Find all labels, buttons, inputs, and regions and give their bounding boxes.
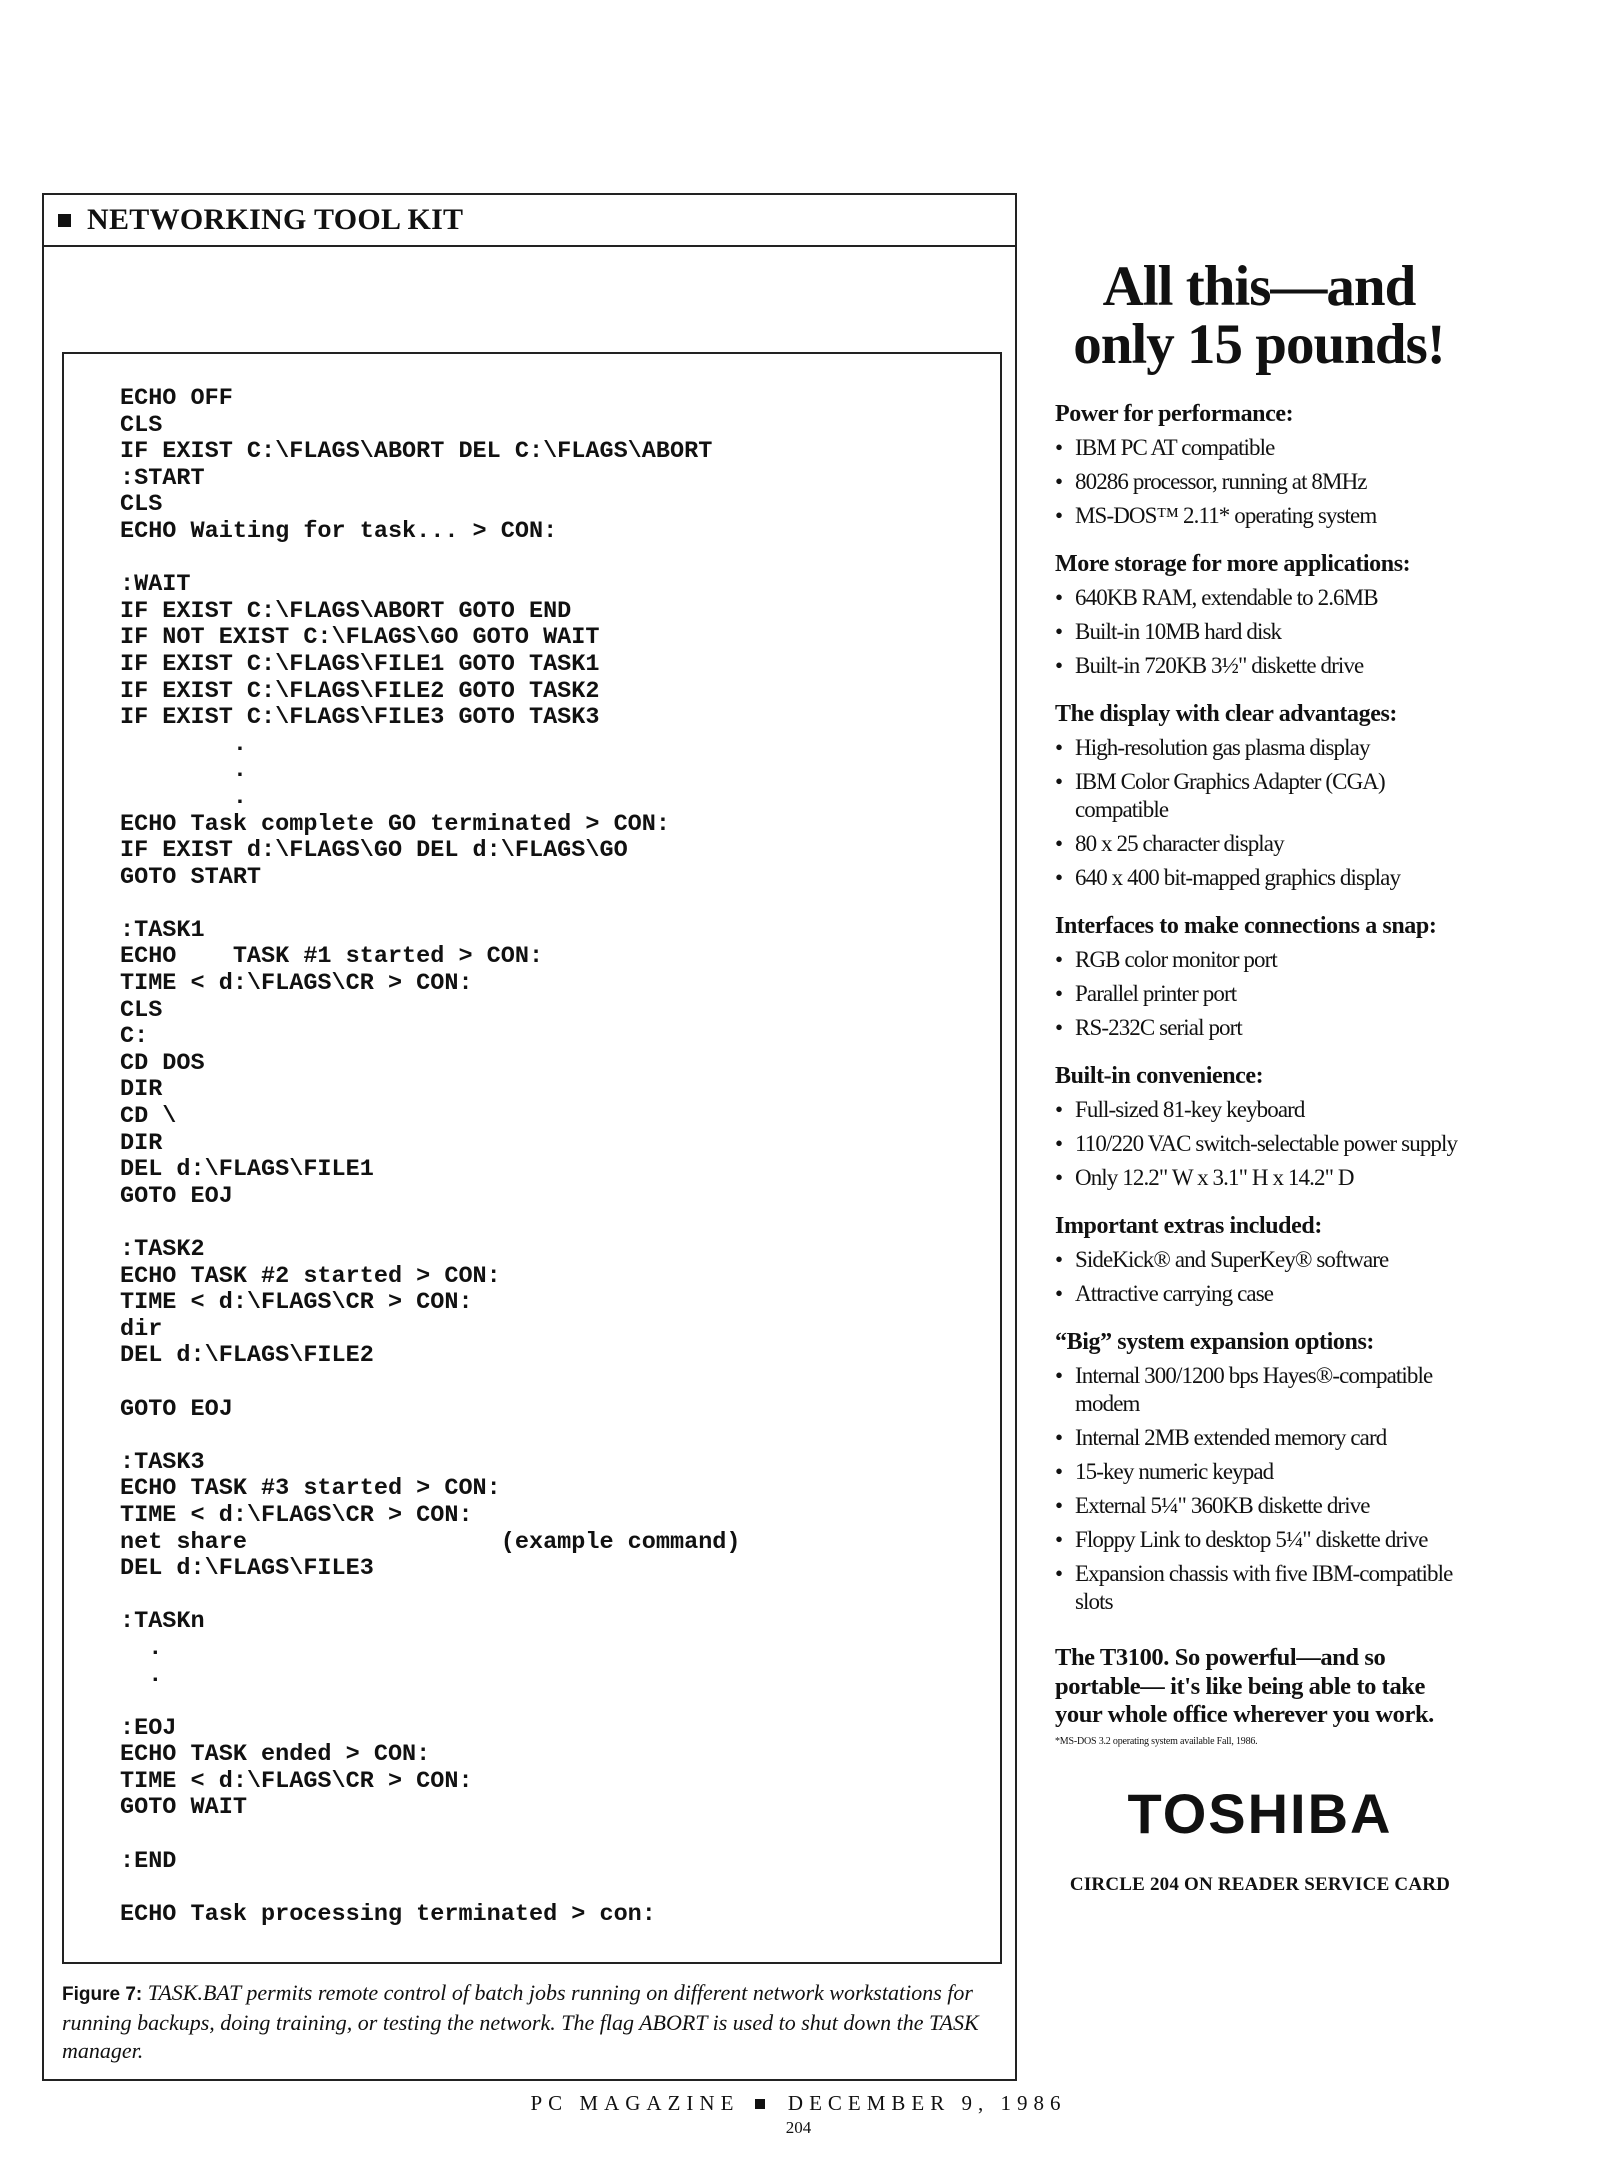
ad-feature-sections [1055, 400, 1475, 1616]
ad-section-title: Interfaces to make connections a snap: [1055, 913, 1437, 939]
ad-feature-item: • Expansion chassis with five IBM-compatible slots [1055, 1560, 1475, 1616]
square-bullet-icon [58, 214, 71, 227]
ad-feature-item: • Floppy Link to desktop 5¼" diskette drive [1055, 1526, 1475, 1554]
code-line: DIR [120, 1076, 163, 1104]
ad-feature-item: • 640 x 400 bit-mapped graphics display [1055, 864, 1475, 892]
code-line: TIME < d:\FLAGS\CR > CON: [120, 970, 473, 998]
ad-footnote: *MS-DOS 3.2 operating system available Fall, 1986. [1055, 1735, 1258, 1747]
code-line: ECHO TASK #2 started > CON: [120, 1262, 501, 1290]
ad-feature-list [1055, 1246, 1475, 1308]
code-line: ECHO Task complete GO terminated > CON: [120, 810, 670, 838]
code-line: ECHO Task processing terminated > con: [120, 1900, 656, 1928]
page-footer [0, 2091, 1597, 2138]
ad-feature-item: • IBM Color Graphics Adapter (CGA) compatible [1055, 768, 1475, 824]
code-line: IF EXIST C:\FLAGS\FILE1 GOTO TASK1 [120, 650, 600, 678]
code-line: DIR [120, 1129, 163, 1157]
ad-feature-item: • Built-in 720KB 3½" diskette drive [1055, 652, 1475, 680]
code-line: TIME < d:\FLAGS\CR > CON: [120, 1501, 473, 1529]
issue-date: DECEMBER 9, 1986 [787, 2091, 1067, 2115]
ad-headline [1043, 255, 1475, 376]
ad-feature-item: • 80286 processor, running at 8MHz [1055, 468, 1475, 496]
code-line: CD \ [120, 1103, 177, 1131]
code-line: IF EXIST d:\FLAGS\GO DEL d:\FLAGS\GO [120, 837, 628, 865]
code-line: TIME < d:\FLAGS\CR > CON: [120, 1289, 473, 1317]
code-line: IF EXIST C:\FLAGS\ABORT GOTO END [120, 597, 572, 625]
code-listing [120, 386, 741, 1928]
ad-feature-item: • External 5¼" 360KB diskette drive [1055, 1492, 1475, 1520]
ad-feature-item: • High-resolution gas plasma display [1055, 734, 1475, 762]
code-line: C: [120, 1023, 149, 1051]
ad-section-title: More storage for more applications: [1055, 551, 1411, 577]
code-line: GOTO EOJ [120, 1182, 233, 1210]
ad-feature-item: • 15-key numeric keypad [1055, 1458, 1475, 1486]
figure-caption-text: TASK.BAT permits remote control of batch jobs running on different network workstations for running backups, doing training, or testing the network. The flag ABORT is used to shut down the TASK manager. [62, 1980, 979, 2063]
figure-label: Figure 7: [62, 1984, 143, 2005]
code-line: :TASK1 [120, 916, 205, 944]
code-line: ECHO TASK #3 started > CON: [120, 1475, 501, 1503]
code-line: IF NOT EXIST C:\FLAGS\GO GOTO WAIT [120, 624, 600, 652]
code-line: DEL d:\FLAGS\FILE2 [120, 1342, 374, 1370]
ad-feature-item: • Built-in 10MB hard disk [1055, 618, 1475, 646]
ad-section [1055, 700, 1475, 892]
ad-section [1055, 400, 1475, 530]
section-title: NETWORKING TOOL KIT [87, 203, 464, 236]
code-line: CD DOS [120, 1049, 205, 1077]
ad-feature-item: • SideKick® and SuperKey® software [1055, 1246, 1475, 1274]
ad-feature-item: • Attractive carrying case [1055, 1280, 1475, 1308]
code-line: . [120, 1634, 163, 1662]
toshiba-advertisement [1055, 255, 1475, 1896]
ad-section [1055, 1212, 1475, 1308]
code-line: :WAIT [120, 571, 191, 599]
ad-section-title: Built-in convenience: [1055, 1063, 1264, 1089]
code-line: ECHO TASK #1 started > CON: [120, 943, 544, 971]
code-line: CLS [120, 491, 163, 519]
code-line: GOTO START [120, 863, 262, 891]
code-line: IF EXIST C:\FLAGS\ABORT DEL C:\FLAGS\ABORT [120, 438, 713, 466]
ad-feature-item: • Internal 2MB extended memory card [1055, 1424, 1475, 1452]
code-line: :START [120, 464, 205, 492]
ad-closing-statement: The T3100. So powerful—and so portable— it's like being able to take your whole office wherever you work. [1055, 1644, 1434, 1728]
code-line: DEL d:\FLAGS\FILE3 [120, 1555, 374, 1583]
code-line: TIME < d:\FLAGS\CR > CON: [120, 1767, 473, 1795]
code-line: dir [120, 1315, 163, 1343]
ad-section [1055, 550, 1475, 680]
code-line: :TASK2 [120, 1236, 205, 1263]
ad-section-title: Power for performance: [1055, 401, 1294, 427]
toshiba-logo: TOSHIBA [1127, 1781, 1393, 1845]
ad-section-title: Important extras included: [1055, 1213, 1322, 1239]
ad-feature-item: • MS-DOS™ 2.11* operating system [1055, 502, 1475, 530]
code-listing-box [62, 352, 1002, 1964]
square-separator-icon [755, 2099, 765, 2109]
code-line: :TASK3 [120, 1448, 205, 1476]
article-panel [42, 193, 1017, 2081]
code-line: . [120, 730, 247, 758]
code-line: . [120, 783, 247, 811]
code-line: DEL d:\FLAGS\FILE1 [120, 1156, 374, 1184]
code-line: :EOJ [120, 1714, 177, 1742]
page-number: 204 [785, 2118, 812, 2137]
ad-feature-list [1055, 734, 1475, 892]
code-line: GOTO WAIT [120, 1794, 247, 1822]
code-line: IF EXIST C:\FLAGS\FILE2 GOTO TASK2 [120, 677, 600, 705]
code-line: ECHO OFF [120, 385, 233, 412]
code-line: :TASKn [120, 1608, 205, 1636]
code-line: ECHO TASK ended > CON: [120, 1741, 431, 1769]
ad-feature-item: • Only 12.2" W x 3.1" H x 14.2" D [1055, 1164, 1475, 1192]
ad-section-title: The display with clear advantages: [1055, 701, 1397, 727]
ad-section [1055, 1062, 1475, 1192]
ad-section-title: “Big” system expansion options: [1055, 1329, 1374, 1355]
ad-section [1055, 1328, 1475, 1616]
ad-feature-item: • RGB color monitor port [1055, 946, 1475, 974]
code-line: ECHO Waiting for task... > CON: [120, 517, 558, 545]
ad-feature-item: • IBM PC AT compatible [1055, 434, 1475, 462]
ad-feature-item: • 640KB RAM, extendable to 2.6MB [1055, 584, 1475, 612]
ad-feature-item: • Parallel printer port [1055, 980, 1475, 1008]
ad-section [1055, 912, 1475, 1042]
reader-service-note: CIRCLE 204 ON READER SERVICE CARD [1069, 1873, 1451, 1895]
ad-feature-list [1055, 946, 1475, 1042]
ad-headline-line-1: All this—and [1102, 255, 1416, 318]
ad-feature-list [1055, 434, 1475, 530]
ad-feature-list [1055, 584, 1475, 680]
code-line: . [120, 1661, 163, 1689]
ad-feature-item: • Internal 300/1200 bps Hayes®-compatible modem [1055, 1362, 1475, 1418]
code-line: IF EXIST C:\FLAGS\FILE3 GOTO TASK3 [120, 704, 600, 732]
code-line: CLS [120, 411, 163, 439]
ad-feature-item: • 80 x 25 character display [1055, 830, 1475, 858]
magazine-name: PC MAGAZINE [530, 2091, 740, 2115]
ad-feature-item: • Full-sized 81-key keyboard [1055, 1096, 1475, 1124]
code-line: CLS [120, 996, 163, 1024]
figure-caption [62, 1979, 1012, 2065]
code-line: GOTO EOJ [120, 1395, 233, 1423]
ad-feature-item: • 110/220 VAC switch-selectable power supply [1055, 1130, 1475, 1158]
code-line: . [120, 757, 247, 785]
ad-feature-list [1055, 1096, 1475, 1192]
ad-feature-list [1055, 1362, 1475, 1616]
code-line: :END [120, 1847, 177, 1875]
section-header [44, 195, 1015, 247]
ad-feature-item: • RS-232C serial port [1055, 1014, 1475, 1042]
ad-headline-line-2: only 15 pounds! [1073, 313, 1445, 376]
code-line: net share (example command) [120, 1528, 741, 1556]
